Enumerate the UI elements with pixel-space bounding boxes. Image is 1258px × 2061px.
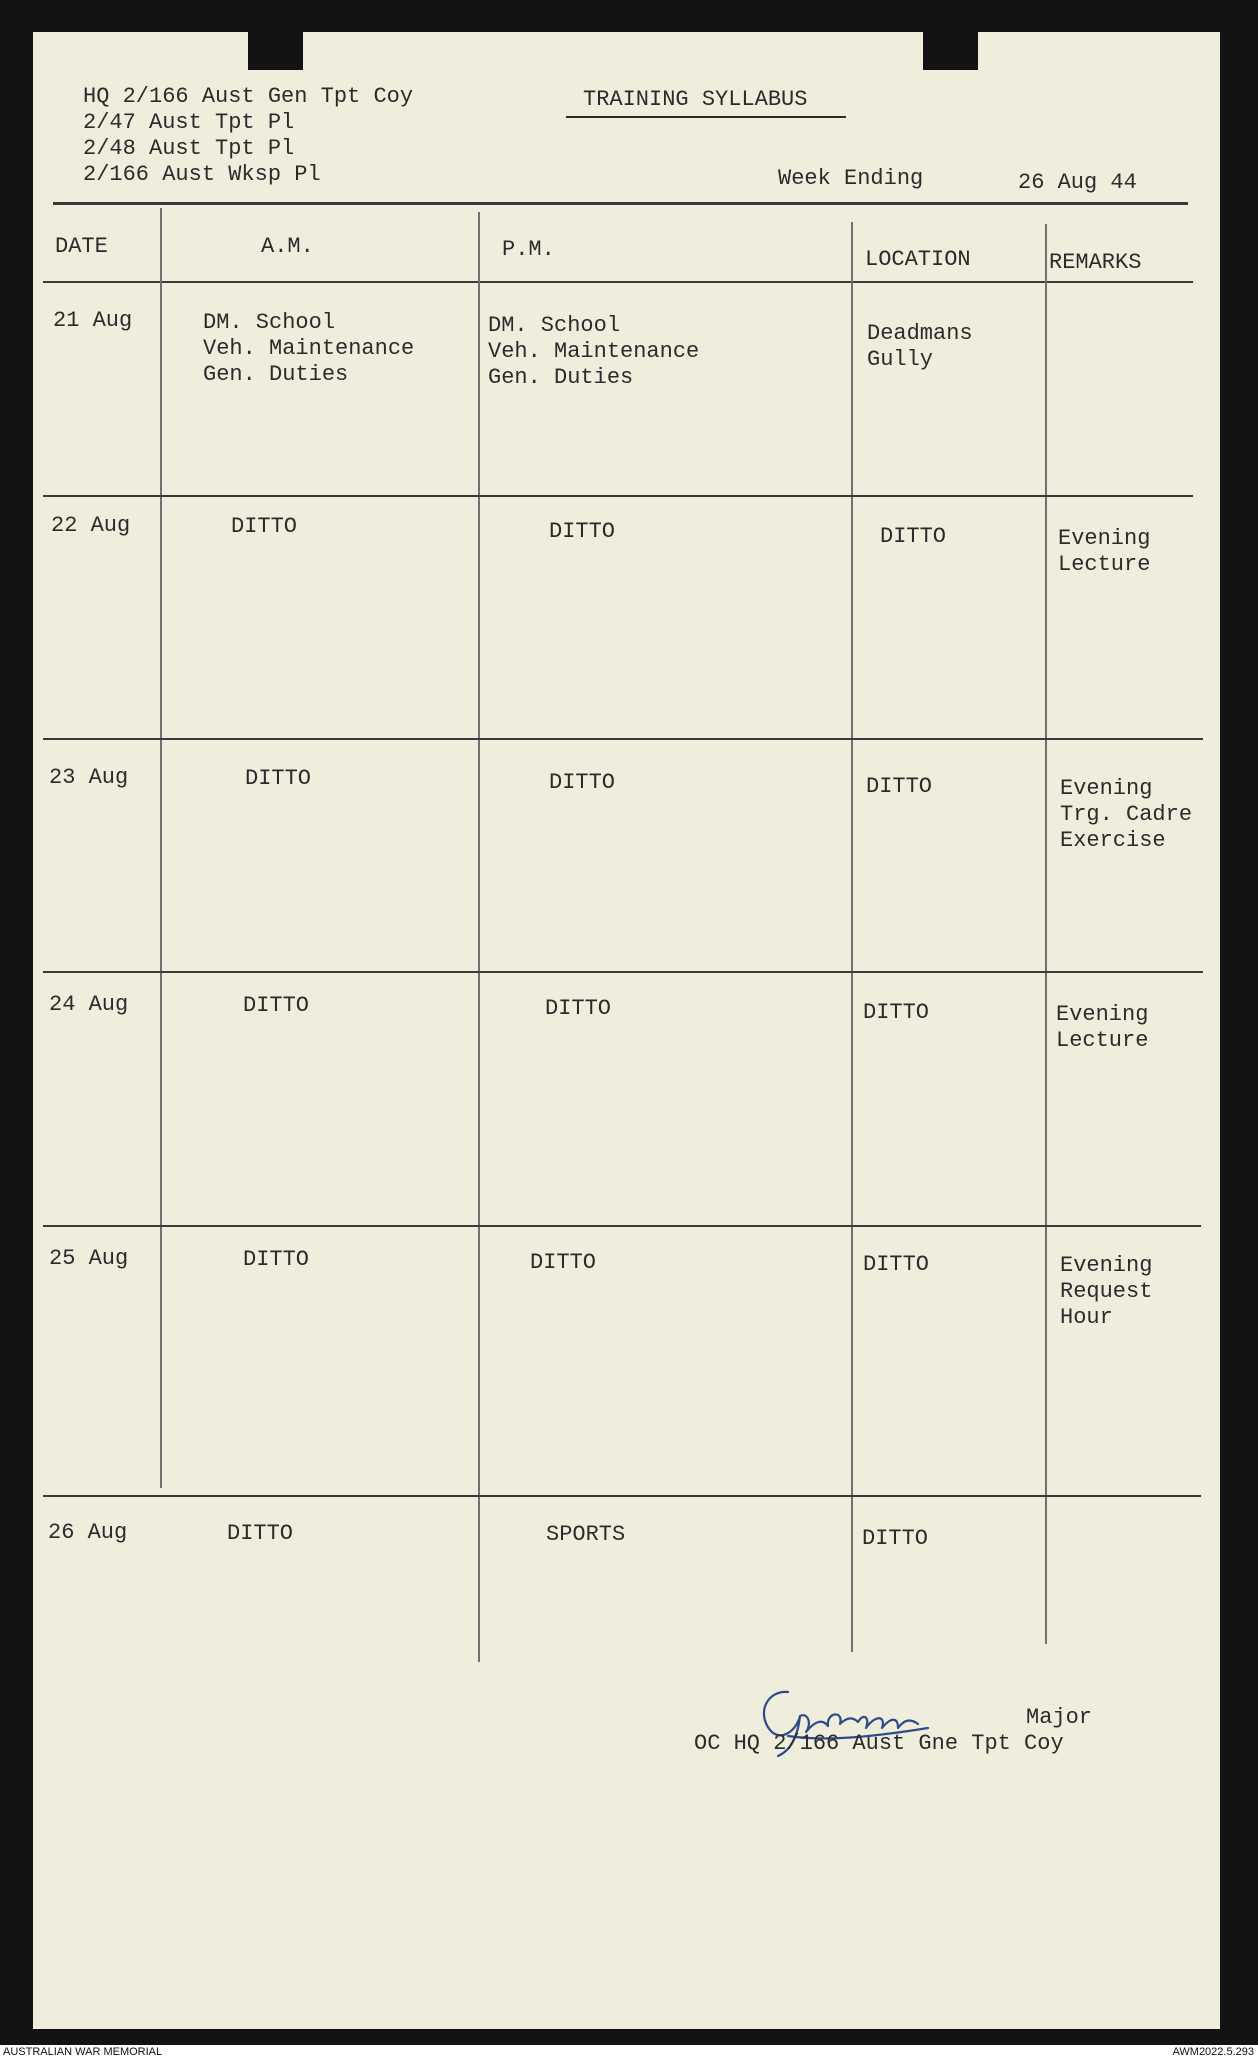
row-separator (43, 1225, 1201, 1227)
row-location: DITTO (880, 524, 947, 549)
row-separator (43, 1495, 1201, 1497)
column-divider (851, 222, 853, 1652)
column-header-date: DATE (55, 234, 108, 259)
row-separator (43, 971, 1203, 973)
unit-line-1: HQ 2/166 Aust Gen Tpt Coy (83, 84, 414, 109)
row-date: 24 Aug (49, 992, 129, 1017)
header-bottom-rule (43, 281, 1193, 283)
week-ending-value: 26 Aug 44 (1018, 170, 1137, 195)
archive-footer (0, 2045, 1258, 2061)
row-pm: DITTO (545, 996, 612, 1021)
row-pm: SPORTS (546, 1522, 626, 1547)
signatory-title: OC HQ 2/166 Aust Gne Tpt Coy (694, 1731, 1064, 1756)
row-am: DM. School Veh. Maintenance Gen. Duties (203, 310, 415, 387)
binder-clip-left (248, 32, 303, 70)
row-am: DITTO (227, 1521, 294, 1546)
row-separator (43, 738, 1203, 740)
row-location: DITTO (862, 1526, 929, 1551)
row-remarks: Evening Lecture (1056, 1002, 1149, 1053)
row-date: 21 Aug (53, 308, 133, 333)
row-date: 26 Aug (48, 1520, 128, 1545)
column-divider (1045, 224, 1047, 1644)
row-date: 23 Aug (49, 765, 129, 790)
document-page (33, 32, 1220, 2029)
row-date: 22 Aug (51, 513, 131, 538)
document-title: TRAINING SYLLABUS (583, 87, 808, 112)
row-am: DITTO (243, 993, 310, 1018)
row-location: DITTO (863, 1252, 930, 1277)
row-am: DITTO (231, 514, 298, 539)
unit-line-3: 2/48 Aust Tpt Pl (83, 136, 295, 161)
row-pm: DITTO (549, 519, 616, 544)
column-divider (478, 212, 480, 1662)
column-divider (160, 208, 162, 1488)
footer-archive-name: AUSTRALIAN WAR MEMORIAL (3, 2046, 163, 2058)
row-pm: DM. School Veh. Maintenance Gen. Duties (488, 313, 700, 390)
row-pm: DITTO (530, 1250, 597, 1275)
column-header-pm: P.M. (502, 237, 555, 262)
column-header-remarks: REMARKS (1049, 250, 1142, 275)
row-am: DITTO (243, 1247, 310, 1272)
row-remarks: Evening Trg. Cadre Exercise (1060, 776, 1193, 853)
row-am: DITTO (245, 766, 312, 791)
week-ending-label: Week Ending (778, 166, 924, 191)
table-top-rule (53, 202, 1188, 205)
column-header-location: LOCATION (865, 247, 971, 272)
unit-line-4: 2/166 Aust Wksp Pl (83, 162, 321, 187)
row-remarks: Evening Lecture (1058, 526, 1151, 577)
row-date: 25 Aug (49, 1246, 129, 1271)
row-location: DITTO (863, 1000, 930, 1025)
row-remarks: Evening Request Hour (1060, 1253, 1153, 1330)
title-underline (566, 116, 846, 118)
row-separator (43, 495, 1193, 497)
footer-catalogue-number: AWM2022.5.293 (1172, 2046, 1254, 2058)
row-location: Deadmans Gully (867, 321, 973, 372)
unit-line-2: 2/47 Aust Tpt Pl (83, 110, 295, 135)
row-pm: DITTO (549, 770, 616, 795)
column-header-am: A.M. (261, 234, 314, 259)
signatory-rank: Major (1026, 1705, 1093, 1730)
row-location: DITTO (866, 774, 933, 799)
binder-clip-right (923, 32, 978, 70)
